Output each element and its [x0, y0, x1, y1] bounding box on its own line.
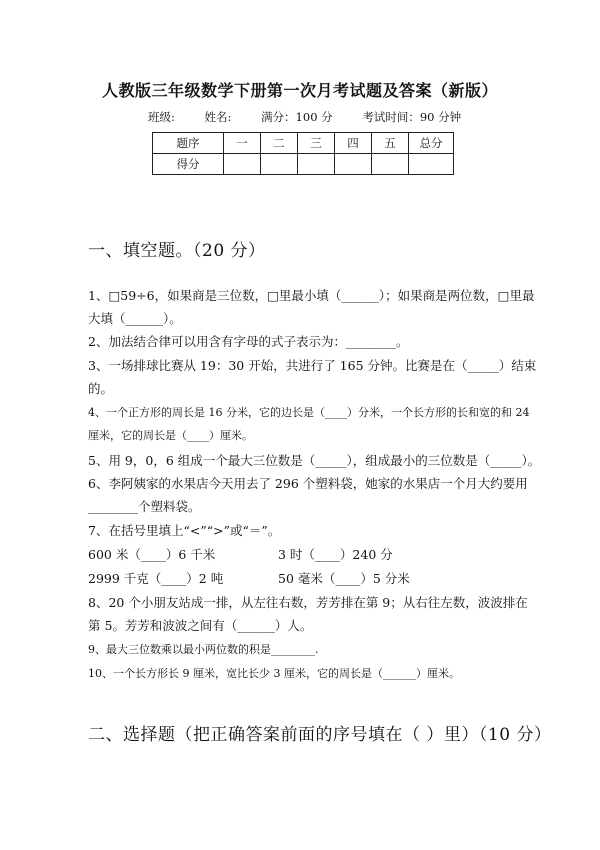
score-table-score-row: [153, 154, 454, 175]
table-cell: 得分: [153, 154, 224, 175]
question-line: 7、在括号里填上“<”“>”或“＝”。: [88, 523, 281, 538]
question-line: 5、用 9，0，6 组成一个最大三位数是（_____），组成最小的三位数是（_____）。: [88, 453, 541, 468]
exam-info: [148, 109, 461, 125]
question-line: 厘米，它的周长是（____）厘米。: [88, 429, 253, 442]
table-cell: 总分: [409, 133, 454, 154]
section-title-multiple-choice: 二、选择题（把正确答案前面的序号填在（ ）里）（10 分）: [88, 725, 552, 745]
compare-item: 50 毫米（____）5 分米: [278, 571, 410, 586]
question-line: 10、一个长方形长 9 厘米，宽比长少 3 厘米，它的周长是（______）厘米。: [88, 667, 460, 680]
exam-time-label: 考试时间：90 分钟: [362, 110, 462, 124]
table-cell: 二: [261, 133, 298, 154]
question-line: 的。: [88, 381, 114, 396]
table-cell: 三: [298, 133, 335, 154]
question-line: 9、最大三位数乘以最小两位数的积是________.: [88, 643, 319, 656]
question-line: 6、李阿姨家的水果店今天用去了 296 个塑料袋，她家的水果店一个月大约要用: [88, 476, 528, 491]
score-table-header-row: [153, 133, 454, 154]
table-cell: 四: [335, 133, 372, 154]
question-line: 3、一场排球比赛从 19：30 开始，共进行了 165 分钟。比赛是在（_____）结束: [88, 358, 537, 373]
compare-item: 2999 千克（____）2 吨: [88, 571, 224, 586]
score-table: [152, 132, 454, 175]
question-line: 4、一个正方形的周长是 16 分米，它的边长是（____）分米，一个长方形的长和宽的和 24: [88, 406, 530, 419]
table-cell: 一: [224, 133, 261, 154]
table-cell: 五: [372, 133, 409, 154]
question-line: 8、20 个小朋友站成一排，从左往右数，芳芳排在第 9；从右往左数，波波排在: [88, 595, 528, 610]
compare-item: 600 米（____）6 千米: [88, 547, 216, 562]
name-label: 姓名:: [204, 110, 232, 124]
section-title-fill-blank: 一、填空题。（20 分）: [88, 241, 266, 261]
full-score-label: 满分：100 分: [261, 110, 333, 124]
question-line: 2、加法结合律可以用含有字母的式子表示为：________。: [88, 334, 409, 349]
table-cell: 题序: [153, 133, 224, 154]
page-title: 人教版三年级数学下册第一次月考试题及答案（新版）: [101, 81, 498, 100]
compare-item: 3 时（____）240 分: [278, 547, 393, 562]
question-line: ________个塑料袋。: [88, 499, 201, 514]
question-line: 1、□59÷6，如果商是三位数，□里最小填（______）；如果商是两位数，□里最: [88, 288, 535, 303]
score-cell: [261, 154, 298, 175]
score-cell: [298, 154, 335, 175]
question-line: 第 5。芳芳和波波之间有（______）人。: [88, 618, 313, 633]
score-cell: [335, 154, 372, 175]
score-cell: [224, 154, 261, 175]
score-cell: [409, 154, 454, 175]
score-cell: [372, 154, 409, 175]
class-label: 班级:: [148, 110, 175, 124]
question-line: 大填（______）。: [88, 311, 182, 326]
